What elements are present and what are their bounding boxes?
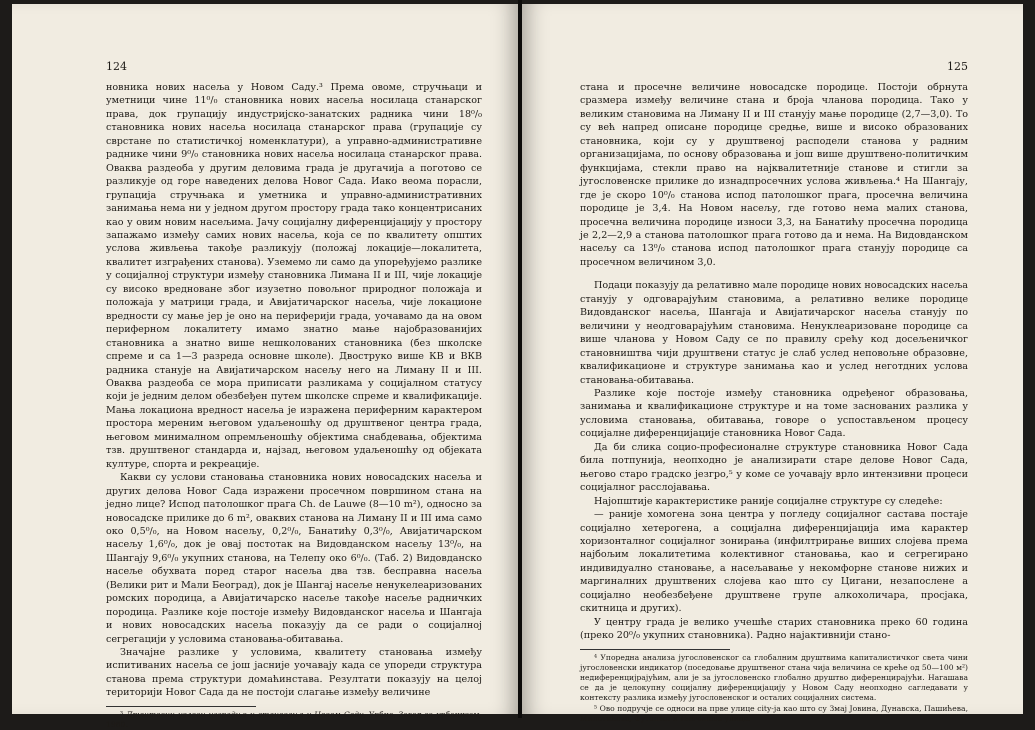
paragraph: Значајне разлике у условима, квалитету становања између испитиваних насеља се још јасније уочавају када се упореди структура станова према структури домаћинстава. Резултати показују на целој територији Новог Сада да не постоји слагање између величине: [106, 647, 482, 699]
paragraph: стана и просечне величине новосадске породице. Постоји обрнута сразмера између величине стана и броја чланова породица. Тако у великим становима на Лиману II и III станују мање породице (2,7—3,0). То су већ напред описане породице средње, више и високо образованих становника, који су у друштвеној расподели станова у радним организацијама, по основу образовања и још више друштвено-политичким функцијама, стекли право на најквалитетније станове и стигли за југословенске прилике до изнадпросечних услова живљења.⁴ На Шангају, где је скоро 10⁰/₀ станова испод патолошког прага, просечна величина породице је 3,4. На Новом насељу, где готово нема малих станова, просечна величина породице износи 3,3, на Банатићу просечна породица је 2,2—2,9 а станова патолошког прага готово да и нема. На Видовданском насељу са 13⁰/₀ станова испод патолошког прага станују породице са просечном величином 3,0.: [580, 82, 968, 268]
footnote-marker: ³: [120, 709, 124, 719]
page-number: 124: [106, 60, 127, 73]
footnote: ⁴ Упоредна анализа југословенског са глобалним друштвима капиталистичког света чини југословенски индикатор (поседовање друштвеног стана чија величина се креће од 50—100 м²) недиференцијрајућим, али је за југословенско глобално друштво диференцирајући. Нагашава се да је целокупну социјалну диференцијацију у Новом Саду неопходно сагледавати у контексту разлика између југословенског и осталих социјалних система.: [580, 652, 968, 703]
footnote-source: Урбис, Завод за урбанизам, 1980.: [106, 709, 483, 730]
footnote-rule: [580, 649, 730, 650]
paragraph: Подаци показују да релативно мале породице нових новосадских насеља станују у одговарајућим становима, а релативно велике породице Видовданског насеља, Шангаја и Авијатичарског насеља станују по величини у неодговарајућим становима. Ненуклеаризоване породице са више чланова у Новом Саду се по правилу срећу код досељеничког становништва чији друштвени статус је слаб услед неповољне образовне, квалификационе и структуре занимања као и услед неготдних услова становања-обитавања.: [580, 280, 968, 386]
body-text: [106, 81, 482, 700]
paragraph: новника нових насеља у Новом Саду.³ Према овоме, стручњаци и уметници чине 11⁰/₀ становника нових насеља носилаца станарског права, док групацију индустријско-занатских радника чини 18⁰/₀ становника нових насеља носилаца станарског права (групације су сврстане по статистичкој номенклатури), а управно-административне раднике чини 9⁰/₀ становника нових насеља носилаца станарског права. Оваква раздеоба у другим деловима града је другачија а поготово се разликује од горе наведених делова Новог Сада. Иако веома порасли, групација стручњака и уметника и управно-административних занимања нема ни у једном другом простору града тако концентрисаних као у овим новим насељима. Јачу социјалну диференцијацију у простору запажамо између самих нових насеља, која се по квалитету општих услова живљења такође разликују (положај локације—локалитета, квалитет изграђених станова). Уземемо ли само да упоређујемо разлике у социјалној структури између становника Лимана II и III, чије локације су високо вредноване због изузетно повољног природног положаја и положаја у матрици града, и Авијатичарског насеља, чије локационе вредности су мање јер је оно на периферији града, уочавамо да на овом периферном локалитету имамо знатно мање најобразованијих становника а знатно више нешколованих становника (без школске спреме и са 1—3 разреда основне школе). Двоструко више КВ и ВКВ радника станује на Авијатичарском насељу него на Лиману II и III. Оваква раздеоба се мора приписати разликама у социјалном статусу који је једним делом обезбеђен путем школске спреме и квалификације. Мања локациона вредност насеља је изражена периферним карактером простора мереним његовом удаљеношћу од друштвеног центра града, његовом минималном опремљеношћу објектима снабдевања, објектима тзв. друштвеног стандарда и, најзад, његовом удаљеношћу од објеката културе, спорта и рекреације.: [106, 82, 482, 470]
paragraph: Разлике које постоје између становника одређеног образовања, занимања и квалификационе структуре и на томе заснованих разлика у условима становања, обитавања, говоре о успостављеном процесу социјалне диференцијације становника Новог Сада.: [580, 387, 968, 440]
footnote: [106, 710, 482, 730]
paragraph: Какви су услови становања становника нових новосадских насеља и других делова Новог Сада изражени просечном површином стана на једно лице? Испод патолошког прага Ch. de Lauwe (8—10 m²), односно за новосадске прилике до 6 m², оваквих станова на Лиману II и III има само око 0,5⁰/₀, на Новом насељу, 0,2⁰/₀, Банатићу 0,3⁰/₀, Авијатичарском насељу 1,6⁰/₀, док је овај постотак на Видовданском насељу 13⁰/₀, на Шангају 9,6⁰/₀ укупних станова, на Телепу око 6⁰/₀. (Таб. 2) Видовданско насеље обухвата поред старог насеља два тзв. бесправна насеља (Велики рит и Мали Београд), док је Шангај насеље ненукелеаризованих ромских породица, а Авијатичарско насеље такође насеље радничких породица. Разлике које постоје између Видовданског насеља и Шангаја и нових новосадских насеља показују да се ради о социјалној сегрегацији у условима становања-обитавања.: [106, 472, 482, 645]
page-number: 125: [947, 60, 968, 73]
footnote: ⁵ Ово подручје се односи на прве улице city-ја као што су Змај Јовина, Дунавска, Пашићева, Милетићева, Футошка и Његошева улица.: [580, 703, 968, 723]
paragraph: Да би слика социо-професионалне структуре становника Новог Сада била потпунија, неопходно је анализирати старе делове Новог Сада, његово старо градско језгро,⁵ у коме се уочавају врло интензивни процеси социјалног расслојавања.: [580, 441, 968, 494]
footnotes: [580, 653, 968, 724]
left-page: [12, 4, 518, 730]
footnote-title: Друштвени услови изградње и становања у Новом Саду,: [126, 709, 366, 719]
right-page: [522, 4, 1023, 723]
paragraph: Најопштије карактеристике раније социјалне структуре су следеће:: [594, 495, 943, 507]
list-item: — раније хомогена зона центра у погледу социјалног састава постаје социјално хетерогена, а социјална диференцијација има карактер хоризонталног социјалног зонирања (инфилтрирање виших слојева према најбољим локалитетима колективног становања, као и сегрегирано индивидуално становање, а насељавање у некомфорне станове нижих и маргиналних друштвених слојева као што су Цигани, незапослене а социјално необезбеђене друштвене групе алкохоличара, просјака, скитница и других).: [580, 509, 968, 615]
body-text: [580, 81, 968, 643]
footnote-rule: [106, 706, 256, 707]
footnotes: [106, 710, 482, 730]
paragraph: У центру града је велико учешће старих становника преко 60 година (преко 20⁰/₀ укупних становника). Радно најактивнији стано-: [580, 616, 968, 642]
